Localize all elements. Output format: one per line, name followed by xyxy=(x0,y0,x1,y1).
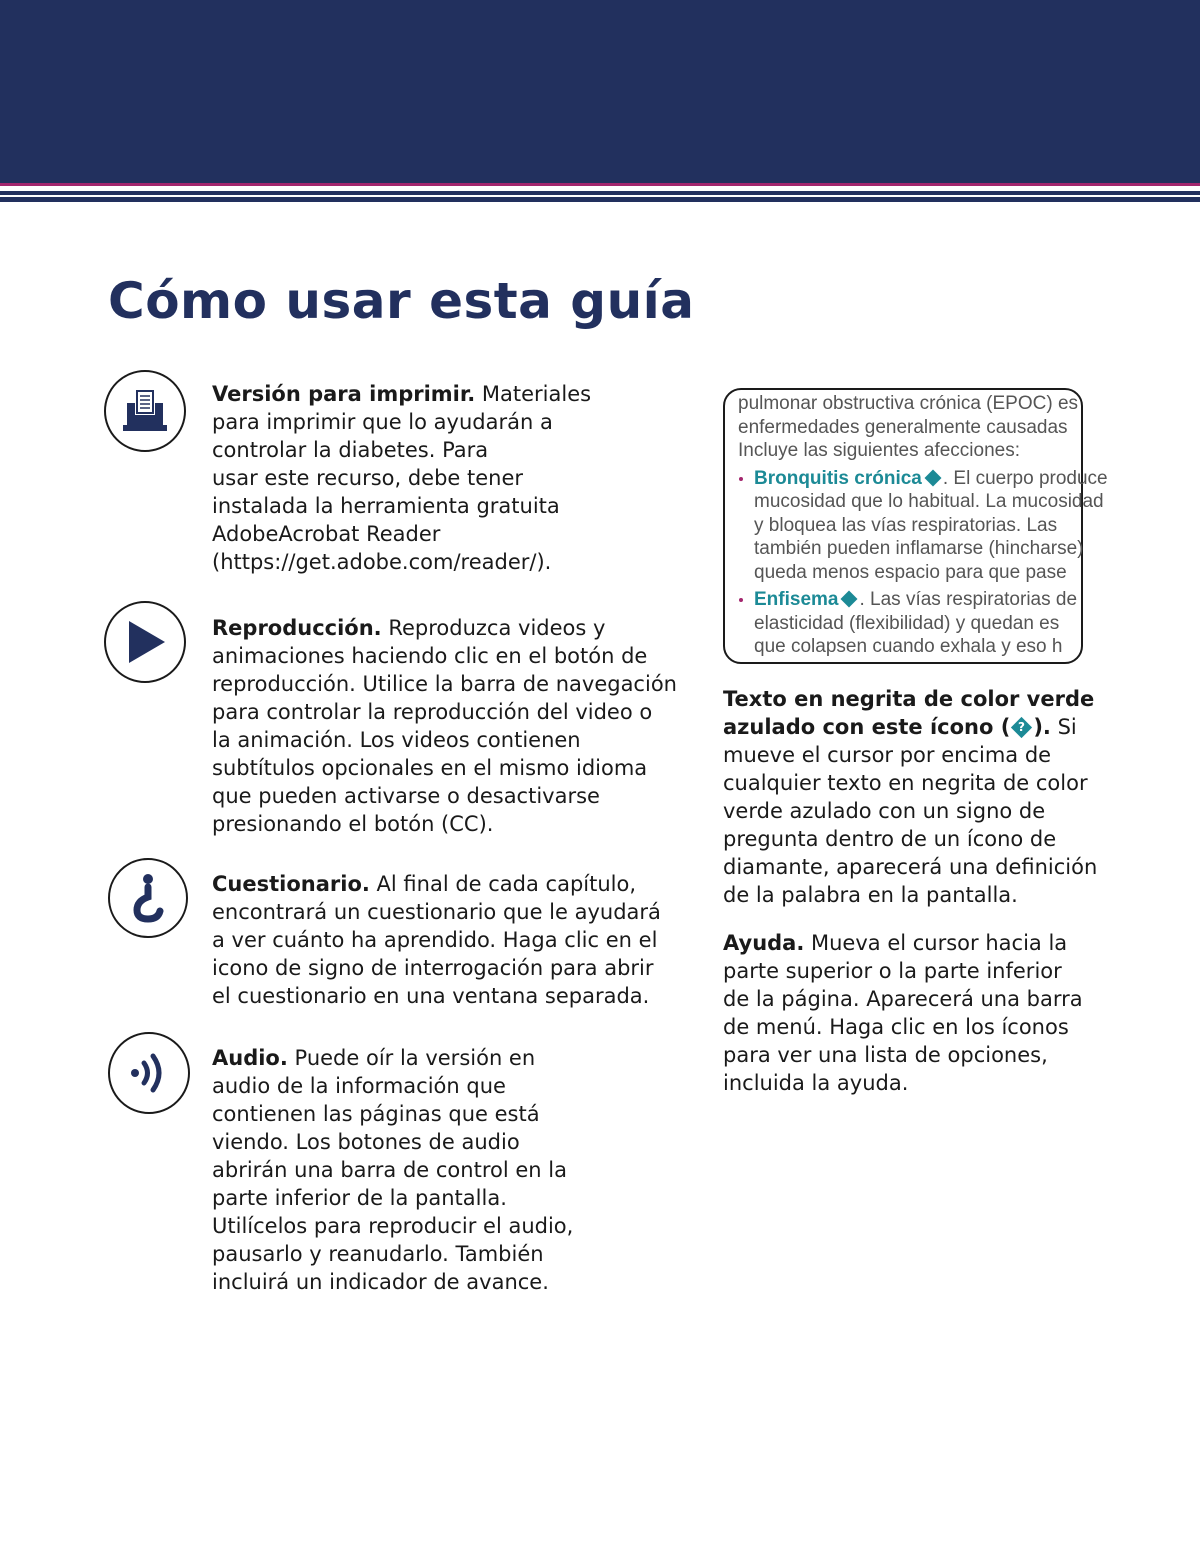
header-rule xyxy=(0,197,1200,202)
glossary-term[interactable]: Bronquitis crónica xyxy=(754,467,922,489)
feature-playback-text: Reproducción. Reproduzca videos y animaciones haciendo clic en el botón de reproducción. Utilice la barra de navegación para controlar la reproducción del video o la animación. Los videos contienen subtítulos opcionales en el mismo idioma que pueden activarse o desactivarse presionando el botón (CC). xyxy=(212,616,677,836)
play-icon[interactable] xyxy=(104,601,186,683)
sample-line: pulmonar obstructiva crónica (EPOC) es xyxy=(738,393,1079,414)
feature-audio-text: Audio. Puede oír la versión en audio de la información que contienen las páginas que está viendo. Los botones de audio abrirán una barra de control en la parte inferior de la pantalla. Utilícelos para reproducir el audio, pausarlo y reanudarlo. También incluirá un indicador de avance. xyxy=(212,1046,574,1294)
printer-icon[interactable] xyxy=(104,370,186,452)
diamond-question-icon: ? xyxy=(1011,716,1032,737)
sample-list-item: Bronquitis crónica . El cuerpo produce mucosidad que lo habitual. La mucosidad y bloquea las vías respiratorias. Las también pueden inflamarse (hincharse) queda menos espacio para que pase xyxy=(738,467,1108,585)
feature-print-text: Versión para imprimir. Materiales para imprimir que lo ayudarán a controlar la diabetes. Para usar este recurso, debe tener instalada la herramienta gratuita AdobeAcrobat Reader (https://get.adobe.com/reader/). xyxy=(212,382,592,574)
help-explanation: Ayuda. Mueva el cursor hacia la parte superior o la parte inferior de la página. Aparecerá una barra de menú. Haga clic en los íconos para ver una lista de opciones, incluida la ayuda. xyxy=(723,931,1083,1095)
page-title: Cómo usar esta guía xyxy=(108,272,695,330)
sample-screenshot-box xyxy=(723,388,1108,664)
audio-icon[interactable] xyxy=(108,1032,190,1114)
sample-list-item: Enfisema . Las vías respiratorias de elasticidad (flexibilidad) y quedan es que colapsen cuando exhala y eso h xyxy=(738,588,1108,659)
glossary-term[interactable]: Enfisema xyxy=(754,589,839,610)
question-icon[interactable] xyxy=(108,858,188,938)
feature-quiz-text: Cuestionario. Al final de cada capítulo, encontrará un cuestionario que le ayudará a ver cuánto ha aprendido. Haga clic en el icono de signo de interrogación para abrir el cuestionario en una ventana separada. xyxy=(212,872,661,1008)
sample-list xyxy=(738,467,1108,659)
diamond-question-icon[interactable] xyxy=(924,469,941,486)
teal-term-explanation: Texto en negrita de color verde azulado con este ícono ( ? ). Si mueve el cursor por encima de cualquier texto en negrita de color verde azulado con un signo de pregunta dentro de un ícono de diamante, aparecerá una definición de la palabra en la pantalla. xyxy=(723,687,1098,907)
sample-line: enfermedades generalmente causadas xyxy=(738,416,1068,438)
diamond-question-icon[interactable] xyxy=(841,591,858,608)
header-band xyxy=(0,0,1200,183)
sample-line: Incluye las siguientes afecciones: xyxy=(738,440,1020,461)
